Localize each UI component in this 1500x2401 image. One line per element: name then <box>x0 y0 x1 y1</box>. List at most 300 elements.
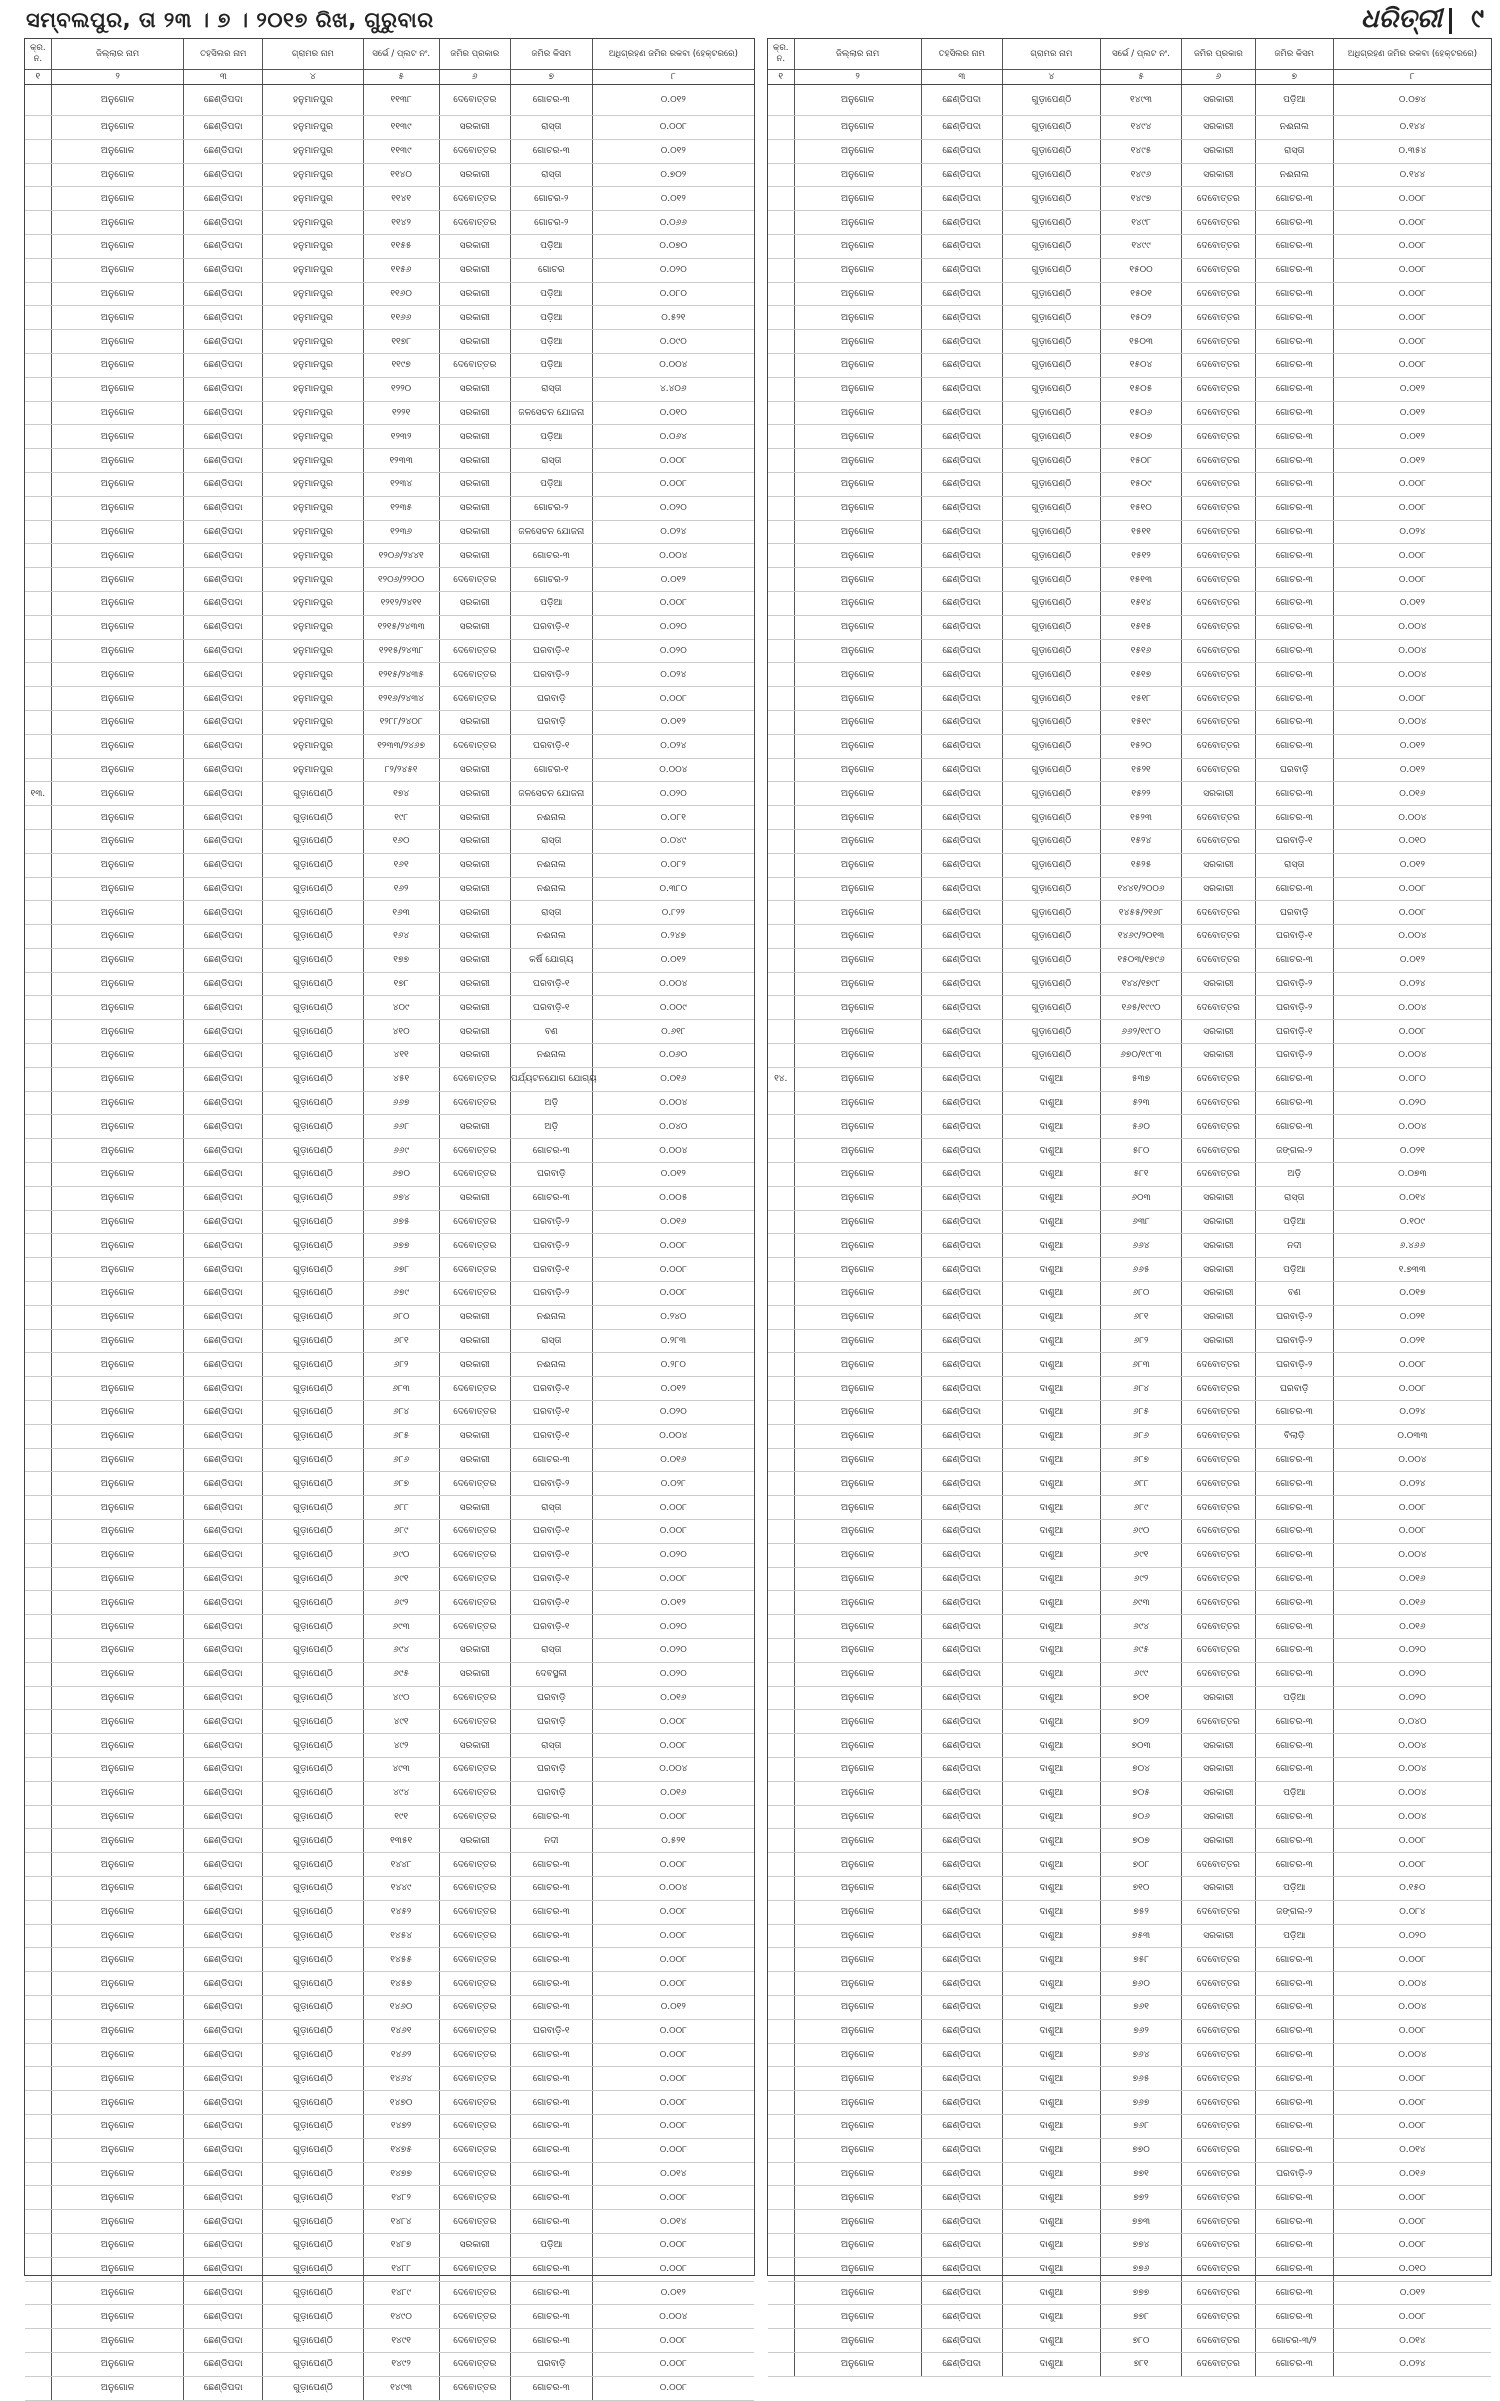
serial-cell <box>25 1686 51 1710</box>
village-cell: ଦାଶୁଆ <box>1002 1305 1100 1329</box>
area-cell: ୦.୦୦୮ <box>1333 1353 1491 1377</box>
serial-cell <box>25 139 51 163</box>
serial-cell <box>25 2091 51 2115</box>
area-cell: ୦.୦୦୮ <box>592 1496 754 1520</box>
land-class-cell: ଗୋଚର-୩ <box>1255 211 1333 235</box>
serial-cell <box>25 306 51 330</box>
village-cell: ହନୁମାନପୁର <box>263 710 364 734</box>
land-type-cell: ସରକାରୀ <box>439 1329 510 1353</box>
table-row <box>25 1139 754 1163</box>
village-cell: ହନୁମାନପୁର <box>263 139 364 163</box>
table-row <box>25 1020 754 1044</box>
district-cell: ଅନୁଗୋଳ <box>51 1139 184 1163</box>
serial-cell <box>25 1067 51 1091</box>
plot-cell: ୭୦୧ <box>1101 1686 1182 1710</box>
plot-cell: ୧୨୮୮/୨୪୦୮ <box>363 710 439 734</box>
village-cell: ଗୁଡ଼ାପେଣ୍ଠି <box>263 782 364 806</box>
area-cell: ୦.୦୨୦ <box>1333 1924 1491 1948</box>
area-cell: ୦.୦୦୪ <box>1333 925 1491 949</box>
village-cell: ଗୁଡ଼ାପେଣ୍ଠି <box>263 1424 364 1448</box>
village-cell: ହନୁମାନପୁର <box>263 687 364 711</box>
tehsil-cell: ଛେଣ୍ଡିପଦା <box>184 1091 263 1115</box>
land-class-cell: ଗୋଚର-୩ <box>510 2257 592 2281</box>
tehsil-cell: ଛେଣ୍ଡିପଦା <box>921 2305 1002 2329</box>
district-cell: ଅନୁଗୋଳ <box>51 1305 184 1329</box>
serial-cell <box>25 663 51 687</box>
land-type-cell: ଦେବୋତ୍ତର <box>439 2019 510 2043</box>
land-type-cell: ଦେବୋତ୍ତର <box>1182 1900 1256 1924</box>
tehsil-cell: ଛେଣ୍ଡିପଦା <box>921 377 1002 401</box>
serial-cell <box>25 1805 51 1829</box>
village-cell: ଦାଶୁଆ <box>1002 1091 1100 1115</box>
serial-cell <box>768 330 794 354</box>
village-cell: ଦାଶୁଆ <box>1002 1186 1100 1210</box>
land-type-cell: ଦେବୋତ୍ତର <box>1182 829 1256 853</box>
land-class-cell: ଗୋଚର-୧ <box>510 758 592 782</box>
tehsil-cell: ଛେଣ୍ଡିପଦା <box>184 2162 263 2186</box>
village-cell: ଗୁଡ଼ାପେଣ୍ଠି <box>263 2352 364 2376</box>
tehsil-cell: ଛେଣ୍ଡିପଦା <box>921 1329 1002 1353</box>
table-row <box>768 758 1491 782</box>
serial-cell <box>25 1353 51 1377</box>
serial-cell <box>768 1972 794 1996</box>
area-cell: ୦.୦୦୮ <box>1333 2091 1491 2115</box>
area-cell: ୦.୦୦୪ <box>592 1424 754 1448</box>
land-type-cell: ଦେବୋତ୍ତର <box>439 1900 510 1924</box>
plot-cell: ୧୬୫/୧୯୯୦ <box>1101 996 1182 1020</box>
area-cell: ୦.୦୦୪ <box>1333 1044 1491 1068</box>
village-cell: ହନୁମାନପୁର <box>263 401 364 425</box>
land-type-cell: ଦେବୋତ୍ତର <box>1182 615 1256 639</box>
district-cell: ଅନୁଗୋଳ <box>794 1496 921 1520</box>
land-class-cell: ପଡ଼ିଆ <box>510 591 592 615</box>
land-type-cell: ଦେବୋତ୍ତର <box>439 1615 510 1639</box>
tehsil-cell: ଛେଣ୍ଡିପଦା <box>921 211 1002 235</box>
tehsil-cell: ଛେଣ୍ଡିପଦା <box>184 449 263 473</box>
land-type-cell: ସରକାରୀ <box>439 1424 510 1448</box>
district-cell: ଅନୁଗୋଳ <box>794 2257 921 2281</box>
serial-cell <box>25 116 51 140</box>
land-type-cell: ସରକାରୀ <box>439 1305 510 1329</box>
plot-cell: ୧୩୫୧ <box>363 1829 439 1853</box>
serial-cell <box>25 2138 51 2162</box>
plot-cell: ୭୭୩ <box>1101 2210 1182 2234</box>
serial-cell <box>25 2352 51 2376</box>
village-cell: ଗୁଡ଼ାପେଣ୍ଠି <box>263 2019 364 2043</box>
tehsil-cell: ଛେଣ୍ଡିପଦା <box>184 853 263 877</box>
table-row <box>768 568 1491 592</box>
district-cell: ଅନୁଗୋଳ <box>794 2019 921 2043</box>
table-row <box>768 234 1491 258</box>
tehsil-cell: ଛେଣ୍ଡିପଦା <box>921 544 1002 568</box>
village-cell: ଗୁଡ଼ାପେଣ୍ଠି <box>1002 353 1100 377</box>
area-cell: ୦.୦୨୦ <box>592 1662 754 1686</box>
plot-cell: ୧୪୮୭ <box>363 2233 439 2257</box>
land-class-cell: ଗୋଚର-୩ <box>510 544 592 568</box>
district-cell: ଅନୁଗୋଳ <box>51 734 184 758</box>
area-cell: ୦.୦୦୪ <box>1333 1757 1491 1781</box>
land-type-cell: ସରକାରୀ <box>439 425 510 449</box>
table-row <box>25 425 754 449</box>
table-row <box>768 1401 1491 1425</box>
serial-cell <box>25 806 51 830</box>
tehsil-cell: ଛେଣ୍ଡିପଦା <box>184 353 263 377</box>
serial-cell <box>768 1757 794 1781</box>
village-cell: ଦାଶୁଆ <box>1002 1900 1100 1924</box>
serial-cell <box>25 591 51 615</box>
column-number: ୮ <box>592 70 754 85</box>
tehsil-cell: ଛେଣ୍ଡିପଦା <box>921 2114 1002 2138</box>
table-row <box>768 1567 1491 1591</box>
land-class-cell: ଜଙ୍ଗଲ-୨ <box>1255 1139 1333 1163</box>
area-cell: ୦.୧୪୪ <box>1333 163 1491 187</box>
area-cell: ୦.୦୩୩ <box>1333 1424 1491 1448</box>
tehsil-cell: ଛେଣ୍ଡିପଦା <box>184 2114 263 2138</box>
table-row <box>25 568 754 592</box>
area-cell: ୦.୦୦୮ <box>1333 2305 1491 2329</box>
area-cell: ୦.୨୪୦ <box>592 1305 754 1329</box>
district-cell: ଅନୁଗୋଳ <box>794 2114 921 2138</box>
land-type-cell: ଦେବୋତ୍ତର <box>1182 901 1256 925</box>
land-type-cell: ଦେବୋତ୍ତର <box>1182 1353 1256 1377</box>
district-cell: ଅନୁଗୋଳ <box>794 1805 921 1829</box>
village-cell: ଗୁଡ଼ାପେଣ୍ଠି <box>263 1805 364 1829</box>
table-row <box>25 2210 754 2234</box>
table-row <box>768 1210 1491 1234</box>
table-row <box>768 163 1491 187</box>
plot-cell: ୧୫୧୦ <box>1101 496 1182 520</box>
village-cell: ଗୁଡ଼ାପେଣ୍ଠି <box>263 1639 364 1663</box>
tehsil-cell: ଛେଣ୍ଡିପଦା <box>184 234 263 258</box>
table-row <box>768 591 1491 615</box>
serial-cell <box>25 1448 51 1472</box>
village-cell: ଦାଶୁଆ <box>1002 1377 1100 1401</box>
land-type-cell: ଦେବୋତ୍ତର <box>1182 1139 1256 1163</box>
district-cell: ଅନୁଗୋଳ <box>51 1401 184 1425</box>
district-cell: ଅନୁଗୋଳ <box>51 1496 184 1520</box>
column-header: ଜମିର ପ୍ରକାର <box>439 39 510 70</box>
table-row <box>25 687 754 711</box>
area-cell: ୦.୦୬୦ <box>592 1044 754 1068</box>
serial-cell <box>25 449 51 473</box>
area-cell: ୦.୦୦୮ <box>1333 2067 1491 2091</box>
table-row <box>25 2067 754 2091</box>
tehsil-cell: ଛେଣ୍ଡିପଦା <box>921 1424 1002 1448</box>
district-cell: ଅନୁଗୋଳ <box>51 2043 184 2067</box>
district-cell: ଅନୁଗୋଳ <box>794 449 921 473</box>
table-row <box>768 996 1491 1020</box>
land-type-cell: ଦେବୋତ୍ତର <box>1182 520 1256 544</box>
village-cell: ହନୁମାନପୁର <box>263 520 364 544</box>
area-cell: ୦.୦୦୮ <box>592 1282 754 1306</box>
land-type-cell: ଦେବୋତ୍ତର <box>439 663 510 687</box>
land-class-cell: ଗୋଚର-୩ <box>1255 687 1333 711</box>
district-cell: ଅନୁଗୋଳ <box>51 1567 184 1591</box>
district-cell: ଅନୁଗୋଳ <box>51 2352 184 2376</box>
village-cell: ଗୁଡ଼ାପେଣ୍ଠି <box>263 1258 364 1282</box>
plot-cell: ୭୮୦ <box>1101 2329 1182 2353</box>
village-cell: ଗୁଡ଼ାପେଣ୍ଠି <box>263 1115 364 1139</box>
table-row <box>25 1401 754 1425</box>
serial-cell <box>768 1805 794 1829</box>
area-cell: ୦.୦୦୮ <box>1333 258 1491 282</box>
village-cell: ଗୁଡ଼ାପେଣ୍ଠି <box>263 2305 364 2329</box>
table-body-right <box>768 85 1491 2377</box>
district-cell: ଅନୁଗୋଳ <box>794 2043 921 2067</box>
village-cell: ଦାଶୁଆ <box>1002 2162 1100 2186</box>
land-class-cell: ପଡ଼ିଆ <box>1255 1876 1333 1900</box>
area-cell: ୦.୦୦୮ <box>1333 1496 1491 1520</box>
serial-cell <box>768 2186 794 2210</box>
land-class-cell: ଗୋଚର-୩ <box>1255 2019 1333 2043</box>
district-cell: ଅନୁଗୋଳ <box>51 1734 184 1758</box>
land-type-cell: ଦେବୋତ୍ତର <box>1182 401 1256 425</box>
tehsil-cell: ଛେଣ୍ଡିପଦା <box>184 211 263 235</box>
village-cell: ହନୁମାନପୁର <box>263 425 364 449</box>
area-cell: ୦.୦୦୮ <box>1333 544 1491 568</box>
table-row <box>768 710 1491 734</box>
land-type-cell: ଦେବୋତ୍ତର <box>1182 258 1256 282</box>
land-type-cell: ଦେବୋତ୍ତର <box>1182 1995 1256 2019</box>
village-cell: ଗୁଡ଼ାପେଣ୍ଠି <box>1002 401 1100 425</box>
table-row <box>768 353 1491 377</box>
tehsil-cell: ଛେଣ୍ଡିପଦା <box>184 1924 263 1948</box>
plot-cell: ୫୨୩ <box>1101 1091 1182 1115</box>
village-cell: ହନୁମାନପୁର <box>263 639 364 663</box>
land-type-cell: ସରକାରୀ <box>439 1353 510 1377</box>
district-cell: ଅନୁଗୋଳ <box>51 948 184 972</box>
district-cell: ଅନୁଗୋଳ <box>794 1163 921 1187</box>
tehsil-cell: ଛେଣ୍ଡିପଦା <box>184 2067 263 2091</box>
serial-cell <box>768 996 794 1020</box>
land-type-cell: ଦେବୋତ୍ତର <box>1182 1615 1256 1639</box>
table-row <box>25 2257 754 2281</box>
district-cell: ଅନୁଗୋଳ <box>51 1353 184 1377</box>
land-class-cell: ଗୋଚର-୩ <box>1255 353 1333 377</box>
village-cell: ଦାଶୁଆ <box>1002 1163 1100 1187</box>
area-cell: ୦.୦୦୫ <box>592 1186 754 1210</box>
table-row <box>25 782 754 806</box>
tehsil-cell: ଛେଣ୍ଡିପଦା <box>184 758 263 782</box>
plot-cell: ୪୯୩ <box>363 1757 439 1781</box>
plot-cell: ୧୫୧୪ <box>1101 591 1182 615</box>
district-cell: ଅନୁଗୋଳ <box>51 1258 184 1282</box>
village-cell: ଦାଶୁଆ <box>1002 2186 1100 2210</box>
land-class-cell: ଘରବାଡ଼ି-୧ <box>510 1591 592 1615</box>
tehsil-cell: ଛେଣ୍ଡିପଦା <box>921 353 1002 377</box>
land-type-cell: ସରକାରୀ <box>439 2233 510 2257</box>
plot-cell: ୪୫୧ <box>363 1067 439 1091</box>
village-cell: ଦାଶୁଆ <box>1002 1258 1100 1282</box>
area-cell: ୦.୦୦୮ <box>592 2233 754 2257</box>
serial-cell <box>768 615 794 639</box>
column-number: ୩ <box>184 70 263 85</box>
land-class-cell: ଗୋଚର-୩ <box>1255 306 1333 330</box>
tehsil-cell: ଛେଣ୍ଡିପଦା <box>184 568 263 592</box>
plot-cell: ୧୪୫୫ <box>363 1948 439 1972</box>
village-cell: ଦାଶୁଆ <box>1002 1591 1100 1615</box>
plot-cell: ୧୪୯୧ <box>363 2329 439 2353</box>
serial-cell <box>25 1853 51 1877</box>
serial-cell <box>768 2352 794 2376</box>
village-cell: ଦାଶୁଆ <box>1002 2329 1100 2353</box>
land-type-cell: ଦେବୋତ୍ତର <box>439 2067 510 2091</box>
table-row <box>25 710 754 734</box>
district-cell: ଅନୁଗୋଳ <box>794 948 921 972</box>
plot-cell: ୧୧୩୯ <box>363 139 439 163</box>
area-cell: ୦.୦୧୨ <box>592 1163 754 1187</box>
land-type-cell: ସରକାରୀ <box>1182 1210 1256 1234</box>
serial-cell <box>25 2305 51 2329</box>
land-type-cell: ଦେବୋତ୍ତର <box>439 1972 510 1996</box>
land-class-cell: ଗୋଚର-୩ <box>510 2162 592 2186</box>
area-cell: ୦.୦୦୪ <box>1333 996 1491 1020</box>
land-class-cell: ଘରବାଡ଼ି-୧ <box>510 1377 592 1401</box>
serial-cell <box>768 948 794 972</box>
table-row <box>25 1472 754 1496</box>
area-cell: ୦.୦୧୬ <box>592 1781 754 1805</box>
land-type-cell: ଦେବୋତ୍ତର <box>439 2305 510 2329</box>
district-cell: ଅନୁଗୋଳ <box>794 1210 921 1234</box>
village-cell: ଗୁଡ଼ାପେଣ୍ଠି <box>1002 1020 1100 1044</box>
serial-cell <box>768 2138 794 2162</box>
area-cell: ୦.୦୨୦ <box>592 615 754 639</box>
land-type-cell: ସରକାରୀ <box>439 1020 510 1044</box>
plot-cell: ୧୭୪ <box>363 782 439 806</box>
area-cell: ୦.୦୦୮ <box>1333 2210 1491 2234</box>
land-type-cell: ସରକାରୀ <box>439 544 510 568</box>
area-cell: ୦.୦୧୪ <box>1333 2329 1491 2353</box>
tehsil-cell: ଛେଣ୍ଡିପଦା <box>184 687 263 711</box>
village-cell: ଗୁଡ଼ାପେଣ୍ଠି <box>263 2281 364 2305</box>
table-row <box>25 2138 754 2162</box>
tehsil-cell: ଛେଣ୍ଡିପଦା <box>184 2257 263 2281</box>
table-row <box>768 139 1491 163</box>
district-cell: ଅନୁଗୋଳ <box>51 1448 184 1472</box>
land-type-cell: ଦେବୋତ୍ତର <box>439 353 510 377</box>
serial-cell <box>768 1686 794 1710</box>
land-class-cell: ନଈନାଲ <box>510 1044 592 1068</box>
plot-cell: ୫୩୭ <box>1101 1067 1182 1091</box>
village-cell: ଗୁଡ଼ାପେଣ୍ଠି <box>1002 734 1100 758</box>
district-cell: ଅନୁଗୋଳ <box>794 1448 921 1472</box>
land-class-cell: ରାସ୍ତା <box>510 829 592 853</box>
village-cell: ଗୁଡ଼ାପେଣ୍ଠି <box>263 1829 364 1853</box>
serial-cell <box>768 353 794 377</box>
area-cell: ୦.୦୮୧ <box>592 806 754 830</box>
village-cell: ଗୁଡ଼ାପେଣ୍ଠି <box>1002 996 1100 1020</box>
village-cell: ଗୁଡ଼ାପେଣ୍ଠି <box>263 1876 364 1900</box>
district-cell: ଅନୁଗୋଳ <box>51 1520 184 1544</box>
district-cell: ଅନୁଗୋଳ <box>51 1805 184 1829</box>
land-class-cell: ଘରବାଡ଼ି <box>510 1686 592 1710</box>
land-class-cell: ଗୋଚର-୩ <box>1255 1757 1333 1781</box>
area-cell: ୦.୦୦୮ <box>1333 1829 1491 1853</box>
land-type-cell: ଦେବୋତ୍ତର <box>1182 353 1256 377</box>
land-class-cell: ଗୋଚର-୩ <box>510 85 592 116</box>
area-cell: ୦.୭୦୨ <box>592 163 754 187</box>
table-row <box>768 639 1491 663</box>
area-cell: ୦.୦୦୪ <box>592 1091 754 1115</box>
land-table-left <box>24 38 755 2394</box>
village-cell: ଦାଶୁଆ <box>1002 2067 1100 2091</box>
table-row <box>25 163 754 187</box>
land-type-cell: ଦେବୋତ୍ତର <box>1182 1972 1256 1996</box>
land-type-cell: ଦେବୋତ୍ତର <box>1182 377 1256 401</box>
plot-cell: ୪୧୦ <box>363 1020 439 1044</box>
district-cell: ଅନୁଗୋଳ <box>794 1020 921 1044</box>
district-cell: ଅନୁଗୋଳ <box>794 1995 921 2019</box>
land-type-cell: ସରକାରୀ <box>439 710 510 734</box>
district-cell: ଅନୁଗୋଳ <box>51 163 184 187</box>
land-type-cell: ଦେବୋତ୍ତର <box>1182 2257 1256 2281</box>
area-cell: ୦.୦୦୪ <box>1333 615 1491 639</box>
area-cell: ୦.୦୦୮ <box>1333 330 1491 354</box>
tehsil-cell: ଛେଣ୍ଡିପଦା <box>184 1639 263 1663</box>
village-cell: ଗୁଡ଼ାପେଣ୍ଠି <box>263 1948 364 1972</box>
serial-cell <box>25 187 51 211</box>
tehsil-cell: ଛେଣ୍ଡିପଦା <box>184 1234 263 1258</box>
land-class-cell: ଜଳସେଚନ ଯୋଜନା <box>510 401 592 425</box>
land-type-cell: ସରକାରୀ <box>439 234 510 258</box>
area-cell: ୦.୦୦୪ <box>1333 1734 1491 1758</box>
serial-cell: ୧୩. <box>25 782 51 806</box>
land-class-cell: ଗୋଚର-୩ <box>510 2043 592 2067</box>
land-class-cell: ଗୋଚର-୩ <box>1255 425 1333 449</box>
serial-cell <box>768 568 794 592</box>
table-row <box>25 663 754 687</box>
land-type-cell: ସରକାରୀ <box>439 996 510 1020</box>
area-cell: ୦.୦୦୮ <box>592 2352 754 2376</box>
district-cell: ଅନୁଗୋଳ <box>51 829 184 853</box>
table-row <box>768 1448 1491 1472</box>
table-row <box>768 1139 1491 1163</box>
land-class-cell: ଘରବାଡ଼ି <box>510 1710 592 1734</box>
tehsil-cell: ଛେଣ୍ଡିପଦା <box>184 877 263 901</box>
serial-cell <box>25 2210 51 2234</box>
land-class-cell: ବଣ <box>1255 1282 1333 1306</box>
area-cell: ୦.୦୨୦ <box>592 496 754 520</box>
district-cell: ଅନୁଗୋଳ <box>794 1781 921 1805</box>
table-row <box>768 2043 1491 2067</box>
serial-cell <box>25 734 51 758</box>
serial-cell <box>25 2067 51 2091</box>
district-cell: ଅନୁଗୋଳ <box>794 2067 921 2091</box>
table-row <box>768 472 1491 496</box>
village-cell: ଗୁଡ଼ାପେଣ୍ଠି <box>263 1757 364 1781</box>
district-cell: ଅନୁଗୋଳ <box>51 1424 184 1448</box>
area-cell: ୦.୦୦୮ <box>1333 2186 1491 2210</box>
tehsil-cell: ଛେଣ୍ଡିପଦା <box>921 1757 1002 1781</box>
village-cell: ଦାଶୁଆ <box>1002 1710 1100 1734</box>
land-type-cell: ଦେବୋତ୍ତର <box>439 2210 510 2234</box>
tehsil-cell: ଛେଣ୍ଡିପଦା <box>184 1020 263 1044</box>
tehsil-cell: ଛେଣ୍ଡିପଦା <box>921 806 1002 830</box>
table-row <box>768 1829 1491 1853</box>
tehsil-cell: ଛେଣ୍ଡିପଦା <box>921 2352 1002 2376</box>
tehsil-cell: ଛେଣ୍ଡିପଦା <box>921 449 1002 473</box>
table-row <box>25 449 754 473</box>
tehsil-cell: ଛେଣ୍ଡିପଦା <box>184 1543 263 1567</box>
village-cell: ହନୁମାନପୁର <box>263 234 364 258</box>
plot-cell: ୬୯୨ <box>1101 1567 1182 1591</box>
land-class-cell: ଅଡ଼ି <box>1255 1163 1333 1187</box>
district-cell: ଅନୁଗୋଳ <box>794 1282 921 1306</box>
serial-cell <box>768 449 794 473</box>
tehsil-cell: ଛେଣ୍ଡିପଦା <box>921 568 1002 592</box>
tehsil-cell: ଛେଣ୍ଡିପଦା <box>184 1805 263 1829</box>
land-type-cell: ସରକାରୀ <box>439 163 510 187</box>
